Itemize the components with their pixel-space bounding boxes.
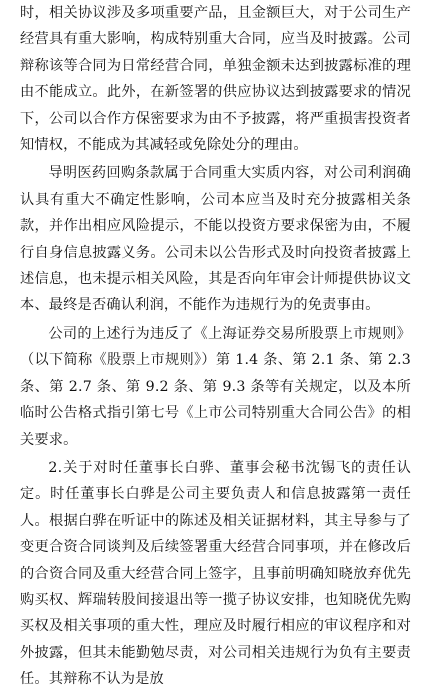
paragraph-buyback-clause: 导明医药回购条款属于合同重大实质内容，对公司利润确认具有重大不确定性影响，公司本应当及时充分披露相关条款，并作出相应风险提示，不能以投资方要求保密为由，不履行自身信息披露义务。公司未以公告形式及时向投资者披露上述信息，也未提示相关风险，其是否向年审会计师提供协议文本、最终是否确认利润，不能作为违规行为的免责事由。 — [20, 165, 411, 314]
paragraph-responsibility: 2.关于对时任董事长白骅、董事会秘书沈锡飞的责任认定。时任董事长白骅是公司主要负责人和信息披露第一责任人。根据白骅在听证中的陈述及相关证据材料，其主导参与了变更合资合同谈判及后续签署重大经营合同事项，并在修改后的合资合同及重大经营合同上签字，且事前明确知晓放弃优先购买权、辉瑞转股间接退出等一揽子协议安排，也知晓优先购买权及相关事项的重大性，理应及时履行相应的审议程序和对外披露，但其未能勤勉尽责，对公司相关违规行为负有主要责任。其辩称不认为是放 — [20, 459, 411, 688]
paragraph-contract-disclosure: 时，相关协议涉及多项重要产品，且金额巨大，对于公司生产经营具有重大影响，构成特别重大合同，应当及时披露。公司辩称该等合同为日常经营合同，单独金额未达到披露标准的理由不能成立。此外，在新签署的供应协议达到披露要求的情况下，公司以合作方保密要求为由不予披露，将严重损害投资者知情权，不能成为其减轻或免除处分的理由。 — [20, 5, 411, 154]
paragraph-rule-violation: 公司的上述行为违反了《上海证券交易所股票上市规则》（以下简称《股票上市规则》）第 1.4 条、第 2.1 条、第 2.3 条、第 2.7 条、第 9.2 条、第 9.3 条等有关规定，以及本所临时公告格式指引第七号《上市公司特别重大合同公告》的相关要求。 — [20, 325, 411, 448]
